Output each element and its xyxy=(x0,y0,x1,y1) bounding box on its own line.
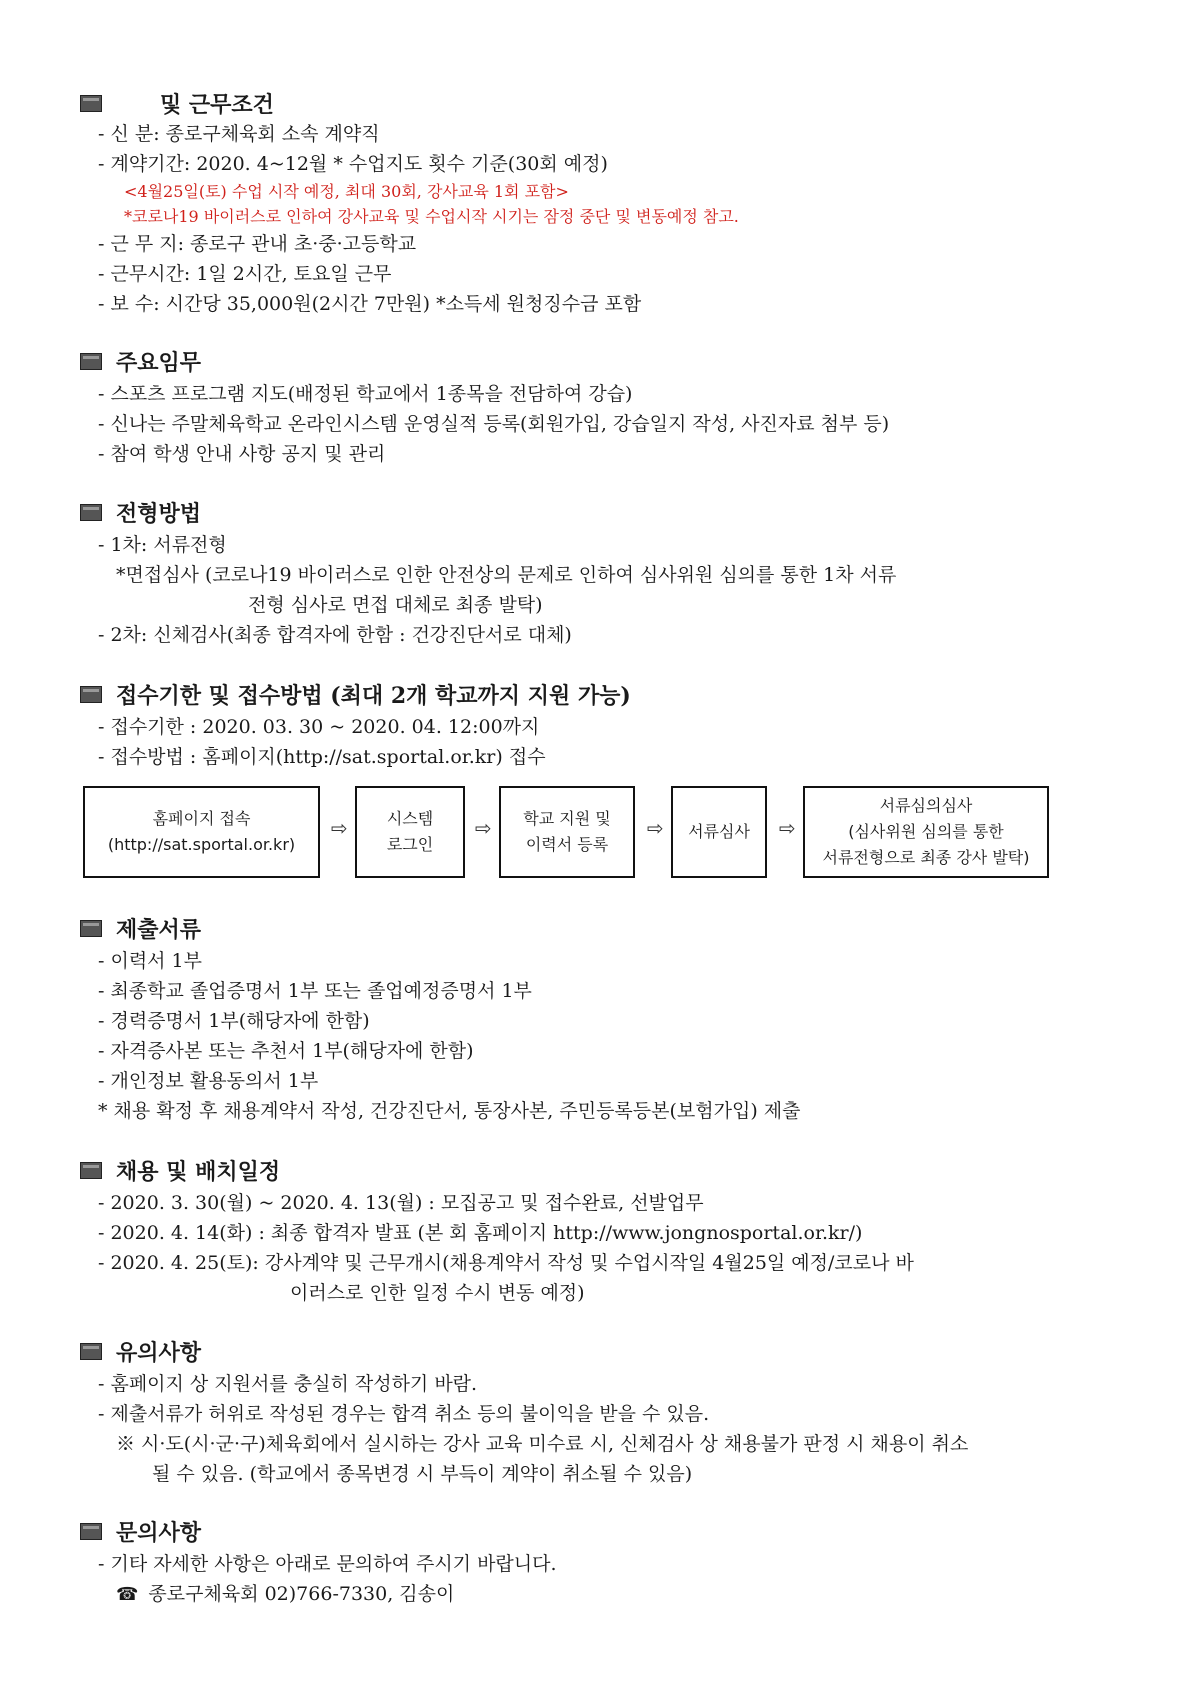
square-bullet-icon xyxy=(80,686,102,703)
line-method: - 접수방법 : 홈페이지(http://sat.sportal.or.kr) 접수 xyxy=(98,746,546,768)
contact-text: 종로구체육회 02)766-7330, 김송이 xyxy=(148,1583,455,1605)
line-selection-interview-cont: 전형 심사로 면접 대체로 최종 발탁) xyxy=(248,594,543,616)
line-pay: - 보 수: 시간당 35,000원(2시간 7만원) *소득세 원청징수금 포함 xyxy=(98,293,642,315)
line-inquiry-1: - 기타 자세한 사항은 아래로 문의하여 주시기 바랍니다. xyxy=(98,1553,557,1575)
flow-arrow-icon: ⇨ xyxy=(647,816,664,840)
line-start-note: <4월25일(토) 수업 시작 예정, 최대 30회, 강사교육 1회 포함> xyxy=(124,182,569,201)
line-doc-note: * 채용 확정 후 채용계약서 작성, 건강진단서, 통장사본, 주민등록등본(보험가입) 제출 xyxy=(98,1100,801,1122)
line-duty-1: - 스포츠 프로그램 지도(배정된 학교에서 1종목을 전담하여 강습) xyxy=(98,383,633,405)
line-position: - 신 분: 종로구체육회 소속 계약직 xyxy=(98,123,380,145)
flow-arrow-icon: ⇨ xyxy=(475,816,492,840)
section-title-inquiry: 문의사항 xyxy=(80,1516,201,1547)
square-bullet-icon xyxy=(80,504,102,521)
square-bullet-icon xyxy=(80,353,102,370)
section-title-conditions: 및 근무조건 xyxy=(80,88,274,119)
section-title-duties: 주요임무 xyxy=(80,346,201,377)
line-work-hours: - 근무시간: 1일 2시간, 토요일 근무 xyxy=(98,263,392,285)
flow-step-document-review: 서류심사 xyxy=(671,786,767,878)
line-duty-2: - 신나는 주말체육학교 온라인시스템 운영실적 등록(회원가입, 강습일지 작성, 사진자료 첨부 등) xyxy=(98,413,890,435)
line-note-3: ※ 시·도(시·군·구)체육회에서 실시하는 강사 교육 미수료 시, 신체검사 상 채용불가 판정 시 채용이 취소 xyxy=(116,1433,969,1455)
line-doc-3: - 경력증명서 1부(해당자에 한함) xyxy=(98,1010,370,1032)
flow-arrow-icon: ⇨ xyxy=(779,816,796,840)
flow-step-school-apply: 학교 지원 및 이력서 등록 xyxy=(499,786,635,878)
square-bullet-icon xyxy=(80,1343,102,1360)
line-deadline: - 접수기한 : 2020. 03. 30 ~ 2020. 04. 12:00까지 xyxy=(98,716,540,738)
line-doc-1: - 이력서 1부 xyxy=(98,950,203,972)
line-schedule-3-cont: 이러스로 인한 일정 수시 변동 예정) xyxy=(290,1282,585,1304)
line-schedule-2: - 2020. 4. 14(화) : 최종 합격자 발표 (본 회 홈페이지 http://www.jongnosportal.or.kr/) xyxy=(98,1222,863,1244)
line-note-1: - 홈페이지 상 지원서를 충실히 작성하기 바람. xyxy=(98,1373,478,1395)
section-title-schedule: 채용 및 배치일정 xyxy=(80,1155,280,1186)
line-contract-period: - 계약기간: 2020. 4~12월 * 수업지도 횟수 기준(30회 예정) xyxy=(98,153,608,175)
line-note-2: - 제출서류가 허위로 작성된 경우는 합격 취소 등의 불이익을 받을 수 있음. xyxy=(98,1403,710,1425)
section-title-application: 접수기한 및 접수방법 (최대 2개 학교까지 지원 가능) xyxy=(80,679,631,710)
square-bullet-icon xyxy=(80,1523,102,1540)
flow-arrow-icon: ⇨ xyxy=(331,816,348,840)
line-doc-4: - 자격증사본 또는 추천서 1부(해당자에 한함) xyxy=(98,1040,474,1062)
flow-step-login: 시스템 로그인 xyxy=(355,786,465,878)
line-workplace: - 근 무 지: 종로구 관내 초·중·고등학교 xyxy=(98,233,417,255)
line-covid-note: *코로나19 바이러스로 인하여 강사교육 및 수업시작 시기는 잠정 중단 및 변동예정 참고. xyxy=(124,207,739,226)
line-duty-3: - 참여 학생 안내 사항 공지 및 관리 xyxy=(98,443,386,465)
section-title-notes: 유의사항 xyxy=(80,1336,201,1367)
line-doc-2: - 최종학교 졸업증명서 1부 또는 졸업예정증명서 1부 xyxy=(98,980,532,1002)
section-title-selection: 전형방법 xyxy=(80,497,201,528)
line-doc-5: - 개인정보 활용동의서 1부 xyxy=(98,1070,319,1092)
phone-icon: ☎ xyxy=(116,1584,139,1605)
square-bullet-icon xyxy=(80,95,102,112)
flow-step-final-selection: 서류심의심사 (심사위원 심의를 통한 서류전형으로 최종 강사 발탁) xyxy=(803,786,1049,878)
line-selection-2: - 2차: 신체검사(최종 합격자에 한함 : 건강진단서로 대체) xyxy=(98,624,572,646)
line-note-3-cont: 될 수 있음. (학교에서 종목변경 시 부득이 계약이 취소될 수 있음) xyxy=(152,1463,693,1485)
square-bullet-icon xyxy=(80,920,102,937)
line-selection-interview: *면접심사 (코로나19 바이러스로 인한 안전상의 문제로 인하여 심사위원 심의를 통한 1차 서류 xyxy=(116,564,897,586)
line-schedule-1: - 2020. 3. 30(월) ~ 2020. 4. 13(월) : 모집공고 및 접수완료, 선발업무 xyxy=(98,1192,704,1214)
line-selection-1: - 1차: 서류전형 xyxy=(98,534,227,556)
line-inquiry-contact xyxy=(116,1582,454,1607)
flow-step-homepage: 홈페이지 접속 (http://sat.sportal.or.kr) xyxy=(83,786,320,878)
section-title-documents: 제출서류 xyxy=(80,913,201,944)
square-bullet-icon xyxy=(80,1162,102,1179)
application-flow-diagram xyxy=(83,786,1063,878)
line-schedule-3: - 2020. 4. 25(토): 강사계약 및 근무개시(채용계약서 작성 및 수업시작일 4월25일 예정/코로나 바 xyxy=(98,1252,914,1274)
